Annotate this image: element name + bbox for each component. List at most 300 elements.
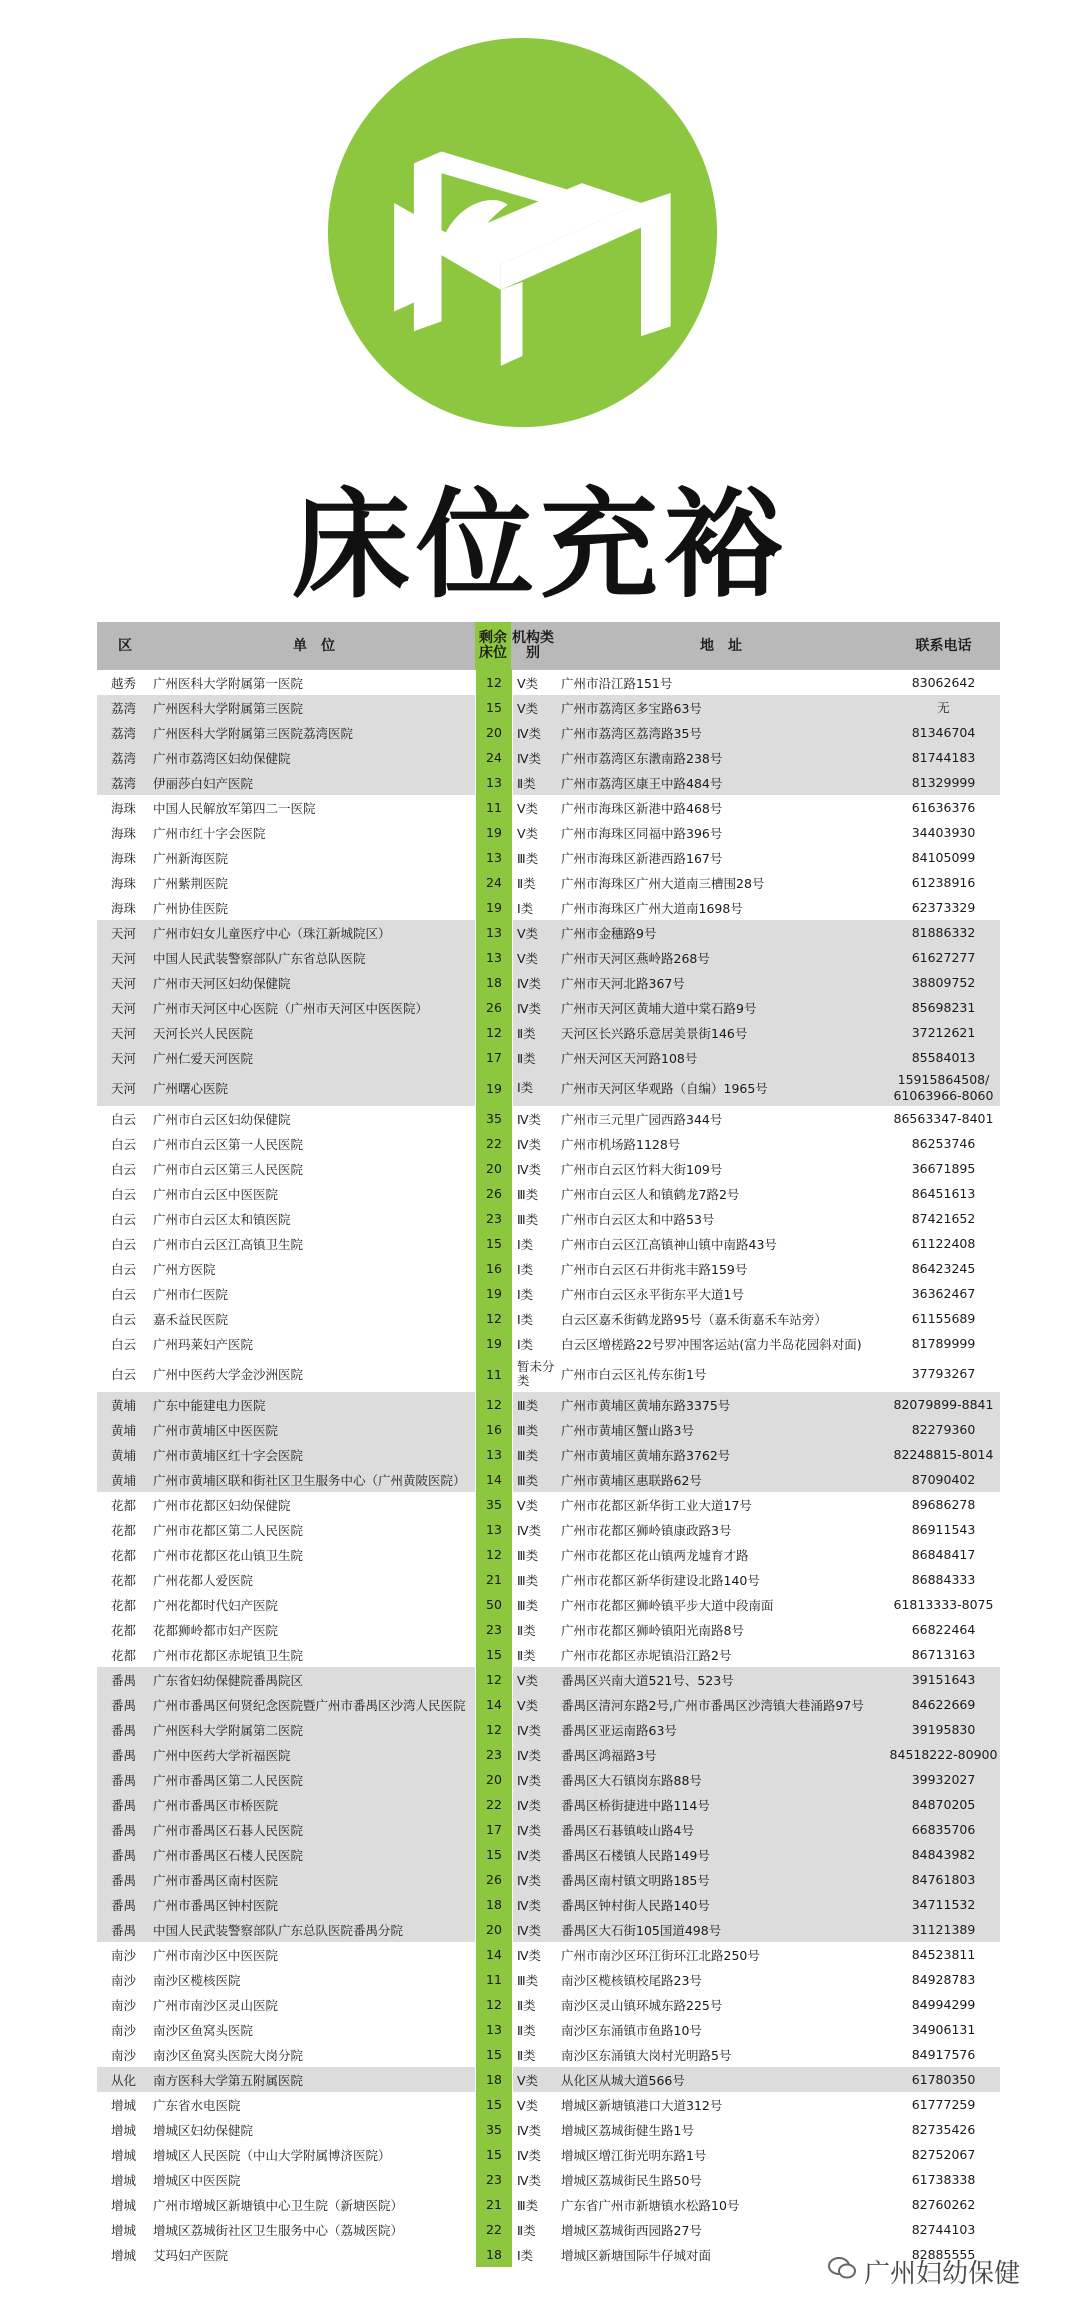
- table-row: [97, 1867, 1000, 1892]
- table-row: [97, 920, 1000, 945]
- cell-district: 增城: [111, 2122, 137, 2138]
- table-row: [97, 1181, 1000, 1206]
- cell-district: 海珠: [111, 850, 137, 866]
- cell-unit: 广州中医药大学金沙洲医院: [153, 1367, 304, 1382]
- cell-district: 花都: [111, 1497, 137, 1513]
- cell-level: Ⅲ类: [517, 1472, 539, 1488]
- cell-district: 花都: [111, 1547, 137, 1563]
- cell-district: 白云: [111, 1286, 137, 1302]
- cell-district: 荔湾: [111, 775, 137, 791]
- cell-level: Ⅴ类: [517, 1497, 539, 1513]
- cell-unit: 艾玛妇产医院: [153, 2247, 229, 2263]
- cell-phone: 84105099: [911, 849, 976, 865]
- cell-unit: 增城区妇幼保健院: [153, 2122, 254, 2138]
- header-beds: 剩余床位: [475, 622, 511, 670]
- cell-phone: 87421652: [911, 1210, 976, 1226]
- cell-phone: 66835706: [911, 1821, 976, 1837]
- cell-district: 天河: [111, 1000, 137, 1016]
- cell-address: 从化区从城大道566号: [561, 2072, 685, 2088]
- cell-address: 番禺区桥街捷进中路114号: [561, 1797, 710, 1813]
- table-row: [97, 1492, 1000, 1517]
- cell-level: Ⅳ类: [517, 725, 542, 741]
- cell-district: 番禺: [111, 1872, 137, 1888]
- cell-level: Ⅲ类: [517, 1186, 539, 1202]
- cell-unit: 广州市花都区花山镇卫生院: [153, 1547, 304, 1563]
- cell-phone: 61777259: [911, 2096, 976, 2112]
- cell-address: 白云区增槎路22号罗冲围客运站(富力半岛花园斜对面): [561, 1336, 862, 1352]
- cell-district: 番禺: [111, 1797, 137, 1813]
- cell-phone: 无: [937, 699, 950, 715]
- cell-level: Ⅳ类: [517, 1822, 542, 1838]
- cell-beds: 15: [475, 1231, 513, 1256]
- cell-unit: 广州医科大学附属第一医院: [153, 675, 304, 691]
- cell-district: 番禺: [111, 1722, 137, 1738]
- cell-address: 广州市海珠区新港中路468号: [561, 800, 723, 816]
- cell-beds: 23: [475, 1742, 513, 1767]
- cell-district: 花都: [111, 1597, 137, 1613]
- cell-beds: 35: [475, 1106, 513, 1131]
- cell-district: 增城: [111, 2172, 137, 2188]
- cell-address: 广州市天河区黄埔大道中棠石路9号: [561, 1000, 757, 1016]
- cell-level: Ⅲ类: [517, 850, 539, 866]
- cell-address: 南沙区灵山镇环城东路225号: [561, 1997, 723, 2013]
- cell-beds: 12: [475, 1992, 513, 2017]
- cell-phone: 86911543: [911, 1521, 976, 1537]
- cell-phone: 37793267: [911, 1366, 976, 1381]
- cell-phone: 61636376: [911, 799, 976, 815]
- cell-district: 番禺: [111, 1822, 137, 1838]
- cell-level: Ⅲ类: [517, 1972, 539, 1988]
- cell-phone: 84843982: [911, 1846, 976, 1862]
- cell-unit: 广州曙心医院: [153, 1081, 229, 1096]
- cell-address: 广州市黄埔区黄埔东路3375号: [561, 1397, 731, 1413]
- cell-level: Ⅴ类: [517, 800, 539, 816]
- cell-beds: 14: [475, 1467, 513, 1492]
- cell-phone: 86848417: [911, 1546, 976, 1562]
- cell-phone: 39195830: [911, 1721, 976, 1737]
- wechat-icon: [828, 2256, 856, 2287]
- cell-district: 增城: [111, 2222, 137, 2238]
- cell-unit: 中国人民武装警察部队广东总队医院番禺分院: [153, 1922, 404, 1938]
- cell-level: Ⅴ类: [517, 675, 539, 691]
- cell-beds: 11: [475, 1967, 513, 1992]
- cell-beds: 17: [475, 1045, 513, 1070]
- table-row: [97, 1356, 1000, 1392]
- cell-phone: 86884333: [911, 1571, 976, 1587]
- table-row: [97, 670, 1000, 695]
- cell-phone: 82279360: [911, 1421, 976, 1437]
- cell-level: Ⅰ类: [517, 1311, 534, 1327]
- cell-district: 番禺: [111, 1897, 137, 1913]
- cell-phone: 87090402: [911, 1471, 976, 1487]
- cell-phone: 61780350: [911, 2071, 976, 2087]
- cell-level: Ⅳ类: [517, 1722, 542, 1738]
- cell-level: Ⅱ类: [517, 1622, 536, 1638]
- cell-phone: 86563347-8401: [893, 1110, 994, 1126]
- cell-district: 南沙: [111, 1997, 137, 2013]
- cell-unit: 广东省妇幼保健院番禺院区: [153, 1672, 304, 1688]
- cell-phone: 39151643: [911, 1671, 976, 1687]
- cell-unit: 广州医科大学附属第三医院荔湾医院: [153, 725, 354, 741]
- cell-phone: 89686278: [911, 1496, 976, 1512]
- table-row: [97, 770, 1000, 795]
- cell-district: 天河: [111, 950, 137, 966]
- cell-beds: 13: [475, 920, 513, 945]
- cell-unit: 广州仁爱天河医院: [153, 1050, 254, 1066]
- cell-address: 番禺区鸿福路3号: [561, 1747, 657, 1763]
- cell-beds: 22: [475, 2217, 513, 2242]
- cell-address: 增城区荔城街民生路50号: [561, 2172, 702, 2188]
- table-row: [97, 1020, 1000, 1045]
- cell-address: 广州市荔湾区多宝路63号: [561, 700, 702, 716]
- table-row: [97, 1567, 1000, 1592]
- cell-address: 广州市天河区华观路（自编）1965号: [561, 1081, 768, 1096]
- table-row: [97, 1442, 1000, 1467]
- cell-district: 番禺: [111, 1672, 137, 1688]
- cell-beds: 20: [475, 1767, 513, 1792]
- cell-level: Ⅳ类: [517, 2147, 542, 2163]
- cell-phone: 37212621: [911, 1024, 976, 1040]
- cell-district: 荔湾: [111, 750, 137, 766]
- cell-address: 增城区荔城街健生路1号: [561, 2122, 694, 2138]
- cell-unit: 广州市黄埔区红十字会医院: [153, 1447, 304, 1463]
- table-row: [97, 1992, 1000, 2017]
- cell-beds: 13: [475, 845, 513, 870]
- cell-district: 番禺: [111, 1847, 137, 1863]
- cell-phone: 84523811: [911, 1946, 976, 1962]
- table-row: [97, 1070, 1000, 1106]
- cell-unit: 广州市增城区新塘镇中心卫生院（新塘医院）: [153, 2197, 404, 2213]
- cell-unit: 增城区人民医院（中山大学附属博济医院）: [153, 2147, 391, 2163]
- cell-beds: 24: [475, 870, 513, 895]
- cell-district: 海珠: [111, 800, 137, 816]
- cell-district: 增城: [111, 2147, 137, 2163]
- table-row: [97, 1281, 1000, 1306]
- cell-phone: 31121389: [911, 1921, 976, 1937]
- cell-beds: 12: [475, 1667, 513, 1692]
- cell-beds: 18: [475, 2242, 513, 2267]
- cell-unit: 广州协佳医院: [153, 900, 229, 916]
- table-row: [97, 1792, 1000, 1817]
- cell-level: Ⅲ类: [517, 1422, 539, 1438]
- cell-phone: 81329999: [911, 774, 976, 790]
- cell-district: 荔湾: [111, 700, 137, 716]
- cell-unit: 增城区中医医院: [153, 2172, 241, 2188]
- cell-district: 增城: [111, 2197, 137, 2213]
- cell-phone: 85584013: [911, 1049, 976, 1065]
- cell-address: 广州市白云区永平街东平大道1号: [561, 1286, 744, 1302]
- cell-unit: 广州市花都区妇幼保健院: [153, 1497, 291, 1513]
- cell-level: Ⅴ类: [517, 2072, 539, 2088]
- cell-level: Ⅲ类: [517, 1397, 539, 1413]
- cell-phone: 84928783: [911, 1971, 976, 1987]
- cell-level: Ⅲ类: [517, 1572, 539, 1588]
- table-row: [97, 1817, 1000, 1842]
- table-row: [97, 1592, 1000, 1617]
- cell-phone: 84870205: [911, 1796, 976, 1812]
- table-row: [97, 1767, 1000, 1792]
- table-row: [97, 2142, 1000, 2167]
- table-row: [97, 870, 1000, 895]
- cell-phone: 85698231: [911, 999, 976, 1015]
- cell-beds: 50: [475, 1592, 513, 1617]
- watermark: [828, 2253, 1020, 2290]
- cell-address: 广州市海珠区新港西路167号: [561, 850, 723, 866]
- cell-district: 花都: [111, 1647, 137, 1663]
- cell-unit: 广州市妇女儿童医疗中心（珠江新城院区）: [153, 925, 391, 941]
- cell-unit: 中国人民解放军第四二一医院: [153, 800, 316, 816]
- table-row: [97, 945, 1000, 970]
- cell-beds: 26: [475, 1867, 513, 1892]
- cell-district: 花都: [111, 1622, 137, 1638]
- cell-district: 海珠: [111, 825, 137, 841]
- cell-unit: 广东省水电医院: [153, 2097, 241, 2113]
- cell-unit: 广州市黄埔区中医医院: [153, 1422, 279, 1438]
- table-row: [97, 2067, 1000, 2092]
- cell-beds: 19: [475, 895, 513, 920]
- cell-unit: 广州市仁医院: [153, 1286, 229, 1302]
- cell-unit: 广州市番禺区南村医院: [153, 1872, 279, 1888]
- cell-beds: 12: [475, 670, 513, 695]
- table-row: [97, 2042, 1000, 2067]
- table-row: [97, 1131, 1000, 1156]
- cell-unit: 广州中医药大学祈福医院: [153, 1747, 291, 1763]
- cell-phone: 81886332: [911, 924, 976, 940]
- cell-unit: 广州花都时代妇产医院: [153, 1597, 279, 1613]
- cell-level: Ⅱ类: [517, 2047, 536, 2063]
- cell-level: Ⅰ类: [517, 2247, 534, 2263]
- cell-beds: 15: [475, 1642, 513, 1667]
- table-row: [97, 1942, 1000, 1967]
- table-row: [97, 970, 1000, 995]
- cell-level: Ⅰ类: [517, 1336, 534, 1352]
- cell-address: 增城区新塘镇港口大道312号: [561, 2097, 723, 2113]
- cell-phone: 86253746: [911, 1135, 976, 1151]
- cell-address: 南沙区东涌镇大岗村光明路5号: [561, 2047, 732, 2063]
- cell-district: 番禺: [111, 1697, 137, 1713]
- cell-address: 广州市海珠区广州大道南1698号: [561, 900, 743, 916]
- cell-address: 白云区嘉禾街鹤龙路95号（嘉禾街嘉禾车站旁）: [561, 1311, 827, 1327]
- cell-level: Ⅲ类: [517, 1447, 539, 1463]
- cell-unit: 广州市红十字会医院: [153, 825, 266, 841]
- cell-beds: 18: [475, 2067, 513, 2092]
- cell-district: 天河: [111, 1050, 137, 1066]
- cell-beds: 15: [475, 695, 513, 720]
- cell-level: Ⅰ类: [517, 1080, 534, 1095]
- watermark-text: 广州妇幼保健: [864, 2259, 1021, 2289]
- cell-beds: 19: [475, 1331, 513, 1356]
- cell-beds: 22: [475, 1792, 513, 1817]
- cell-phone: 84917576: [911, 2046, 976, 2062]
- cell-level: Ⅱ类: [517, 875, 536, 891]
- cell-address: 南沙区东涌镇市鱼路10号: [561, 2022, 702, 2038]
- cell-beds: 13: [475, 1442, 513, 1467]
- table-row: [97, 1967, 1000, 1992]
- table-row: [97, 1045, 1000, 1070]
- cell-unit: 广州市番禺区市桥医院: [153, 1797, 279, 1813]
- cell-unit: 广州新海医院: [153, 850, 229, 866]
- cell-district: 花都: [111, 1522, 137, 1538]
- cell-district: 荔湾: [111, 725, 137, 741]
- cell-unit: 广州市天河区妇幼保健院: [153, 975, 291, 991]
- cell-district: 白云: [111, 1261, 137, 1277]
- table-row: [97, 1892, 1000, 1917]
- cell-unit: 广州市南沙区灵山医院: [153, 1997, 279, 2013]
- table-row: [97, 1467, 1000, 1492]
- cell-unit: 中国人民武装警察部队广东省总队医院: [153, 950, 366, 966]
- cell-address: 广州市南沙区环江街环江北路250号: [561, 1947, 760, 1963]
- cell-level: Ⅳ类: [517, 1797, 542, 1813]
- cell-level: Ⅳ类: [517, 1136, 542, 1152]
- table-row: [97, 1517, 1000, 1542]
- cell-unit: 广州市花都区赤坭镇卫生院: [153, 1647, 304, 1663]
- cell-level: Ⅳ类: [517, 1922, 542, 1938]
- table-row: [97, 1206, 1000, 1231]
- cell-level: Ⅴ类: [517, 950, 539, 966]
- cell-level: Ⅳ类: [517, 1847, 542, 1863]
- cell-address: 广州市花都区狮岭镇阳光南路8号: [561, 1622, 744, 1638]
- cell-address: 增城区增江街光明东路1号: [561, 2147, 707, 2163]
- cell-address: 番禺区石碁镇岐山路4号: [561, 1822, 694, 1838]
- cell-address: 广州市沿江路151号: [561, 675, 673, 691]
- cell-level: Ⅲ类: [517, 1211, 539, 1227]
- table-row: [97, 745, 1000, 770]
- cell-phone: 84994299: [911, 1996, 976, 2012]
- cell-district: 增城: [111, 2097, 137, 2113]
- cell-district: 海珠: [111, 875, 137, 891]
- cell-beds: 35: [475, 1492, 513, 1517]
- cell-beds: 22: [475, 1131, 513, 1156]
- table-header: [97, 622, 1000, 670]
- cell-district: 番禺: [111, 1772, 137, 1788]
- table-row: [97, 820, 1000, 845]
- cell-beds: 13: [475, 1517, 513, 1542]
- cell-beds: 12: [475, 1392, 513, 1417]
- cell-beds: 13: [475, 770, 513, 795]
- table-row: [97, 1842, 1000, 1867]
- cell-level: Ⅳ类: [517, 1747, 542, 1763]
- cell-beds: 14: [475, 1942, 513, 1967]
- table-row: [97, 1692, 1000, 1717]
- cell-level: Ⅳ类: [517, 2122, 542, 2138]
- cell-level: Ⅰ类: [517, 1261, 534, 1277]
- cell-phone: 38809752: [911, 974, 976, 990]
- table-row: [97, 720, 1000, 745]
- bed-logo-icon: [325, 35, 720, 430]
- cell-level: Ⅴ类: [517, 2097, 539, 2113]
- table-row: [97, 2192, 1000, 2217]
- cell-beds: 16: [475, 1417, 513, 1442]
- cell-address: 广州市机场路1128号: [561, 1136, 681, 1152]
- cell-level: Ⅴ类: [517, 925, 539, 941]
- table-row: [97, 1256, 1000, 1281]
- cell-beds: 17: [475, 1817, 513, 1842]
- table-row: [97, 2017, 1000, 2042]
- table-row: [97, 795, 1000, 820]
- cell-level: Ⅳ类: [517, 1111, 542, 1127]
- cell-unit: 广州花都人爱医院: [153, 1572, 254, 1588]
- cell-district: 黄埔: [111, 1447, 137, 1463]
- cell-beds: 15: [475, 1842, 513, 1867]
- cell-phone: 82760262: [911, 2196, 976, 2212]
- cell-address: 广州市白云区竹料大街109号: [561, 1161, 723, 1177]
- cell-address: 广州市白云区石井街兆丰路159号: [561, 1261, 748, 1277]
- cell-unit: 广州市黄埔区联和街社区卫生服务中心（广州黄陂医院）: [153, 1472, 466, 1488]
- cell-district: 南沙: [111, 1947, 137, 1963]
- cell-beds: 20: [475, 1917, 513, 1942]
- table-row: [97, 1331, 1000, 1356]
- table-row: [97, 695, 1000, 720]
- cell-level: Ⅳ类: [517, 1161, 542, 1177]
- cell-district: 白云: [111, 1367, 137, 1382]
- cell-level: Ⅲ类: [517, 1547, 539, 1563]
- cell-level: Ⅲ类: [517, 2197, 539, 2213]
- cell-level: Ⅳ类: [517, 1522, 542, 1538]
- table-row: [97, 995, 1000, 1020]
- cell-address: 广州市花都区新华街建设北路140号: [561, 1572, 760, 1588]
- table-row: [97, 1617, 1000, 1642]
- cell-address: 天河区长兴路乐意居美景街146号: [561, 1025, 748, 1041]
- header-phone: 联系电话: [915, 638, 972, 654]
- cell-phone: 61122408: [911, 1235, 976, 1251]
- cell-beds: 15: [475, 2142, 513, 2167]
- cell-phone: 36671895: [911, 1160, 976, 1176]
- cell-phone: 81789999: [911, 1335, 976, 1351]
- cell-level: Ⅰ类: [517, 1286, 534, 1302]
- cell-address: 广州市三元里广园西路344号: [561, 1111, 723, 1127]
- cell-phone: 82248815-8014: [893, 1446, 994, 1462]
- cell-beds: 19: [475, 1070, 513, 1106]
- cell-unit: 广州方医院: [153, 1261, 216, 1277]
- cell-beds: 12: [475, 1542, 513, 1567]
- table-row: [97, 845, 1000, 870]
- cell-level: Ⅱ类: [517, 1025, 536, 1041]
- cell-beds: 26: [475, 995, 513, 1020]
- cell-phone: 61238916: [911, 874, 976, 890]
- cell-phone: 61155689: [911, 1310, 976, 1326]
- cell-level: Ⅴ类: [517, 1672, 539, 1688]
- cell-level: Ⅲ类: [517, 1597, 539, 1613]
- table-body: [97, 670, 1000, 2267]
- cell-beds: 24: [475, 745, 513, 770]
- hospital-bed-table: [97, 622, 1000, 2267]
- cell-district: 白云: [111, 1311, 137, 1327]
- cell-phone: 81346704: [911, 724, 976, 740]
- cell-unit: 广州市天河区中心医院（广州市天河区中医医院）: [153, 1000, 429, 1016]
- cell-unit: 广州市白云区妇幼保健院: [153, 1111, 291, 1127]
- cell-address: 番禺区兴南大道521号、523号: [561, 1672, 734, 1688]
- cell-beds: 20: [475, 720, 513, 745]
- cell-address: 番禺区大石街105国道498号: [561, 1922, 722, 1938]
- cell-phone: 84518222-80900: [889, 1746, 998, 1762]
- cell-beds: 21: [475, 2192, 513, 2217]
- cell-address: 番禺区亚运南路63号: [561, 1722, 677, 1738]
- table-row: [97, 1742, 1000, 1767]
- cell-phone: 34906131: [911, 2021, 976, 2037]
- cell-address: 南沙区榄核镇校尾路23号: [561, 1972, 702, 1988]
- cell-phone: 34403930: [911, 824, 976, 840]
- cell-phone: 61627277: [911, 949, 976, 965]
- cell-beds: 26: [475, 1181, 513, 1206]
- cell-phone: 61813333-8075: [893, 1596, 994, 1612]
- cell-district: 增城: [111, 2247, 137, 2263]
- cell-address: 番禺区石楼镇人民路149号: [561, 1847, 710, 1863]
- cell-address: 番禺区清河东路2号,广州市番禺区沙湾镇大巷涌路97号: [561, 1697, 864, 1713]
- cell-unit: 南沙区榄核医院: [153, 1972, 241, 1988]
- cell-district: 天河: [111, 1025, 137, 1041]
- cell-address: 广州市荔湾区东漖南路238号: [561, 750, 723, 766]
- cell-unit: 广州医科大学附属第三医院: [153, 700, 304, 716]
